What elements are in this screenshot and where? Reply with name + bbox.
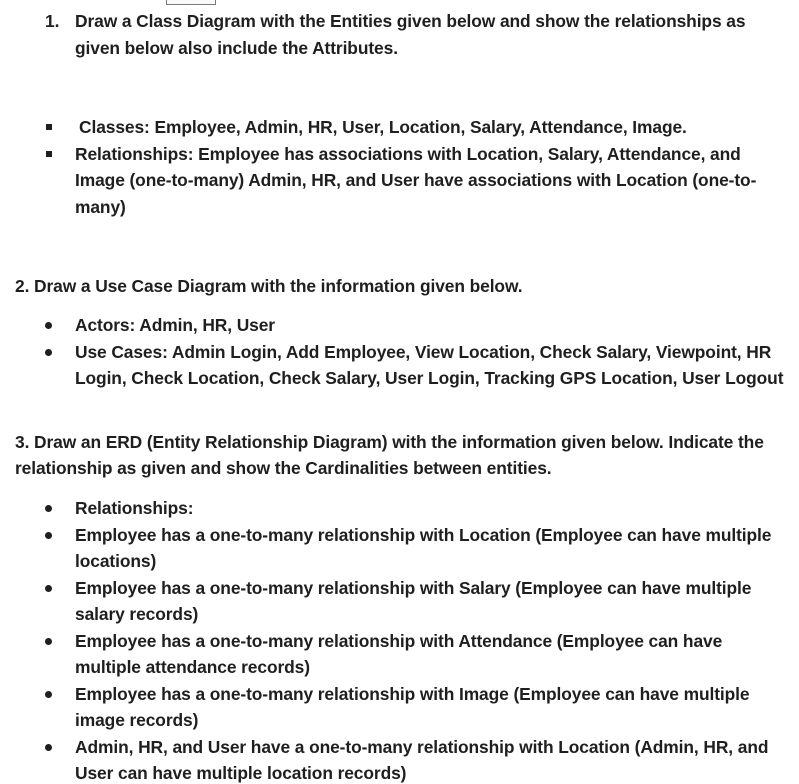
q3-bullet-salary-line-1: Employee has a one-to-many relationship with Salary (Employee can have multiple — [75, 578, 752, 598]
bullet-dot-icon — [45, 691, 52, 698]
bullet-dot-icon — [45, 505, 52, 512]
q2-bullet-use-cases-line-2: Login, Check Location, Check Salary, User Login, Tracking GPS Location, User Logout — [75, 368, 784, 388]
q1-number: 1. — [45, 11, 60, 31]
bullet-dot-icon — [45, 322, 52, 329]
q3-bullet-image-line-2: image records) — [75, 710, 199, 730]
q3-bullet-attendance-line-2: multiple attendance records) — [75, 657, 310, 677]
q1-heading-line-1: Draw a Class Diagram with the Entities given below and show the relationships as — [75, 11, 746, 31]
square-bullet-icon — [46, 124, 52, 130]
q3-bullet-location-line-2: locations) — [75, 551, 157, 571]
q3-bullet-salary-line-2: salary records) — [75, 604, 199, 624]
q3-bullet-attendance-line-1: Employee has a one-to-many relationship with Attendance (Employee can have — [75, 631, 723, 651]
q2-bullet-actors: Actors: Admin, HR, User — [75, 315, 275, 335]
square-bullet-icon — [46, 151, 52, 157]
q1-bullet-relationships-line-3: many) — [75, 197, 126, 217]
q1-bullet-relationships-line-1: Relationships: Employee has associations with Location, Salary, Attendance, and — [75, 144, 741, 164]
selection-handle — [166, 0, 216, 5]
q1-bullet-classes: Classes: Employee, Admin, HR, User, Location, Salary, Attendance, Image. — [79, 117, 687, 137]
q3-bullet-admin-line-1: Admin, HR, and User have a one-to-many relationship with Location (Admin, HR, and — [75, 737, 769, 757]
q3-bullet-relationships: Relationships: — [75, 498, 194, 518]
q3-bullet-location-line-1: Employee has a one-to-many relationship with Location (Employee can have multiple — [75, 525, 772, 545]
q2-heading: 2. Draw a Use Case Diagram with the information given below. — [15, 276, 523, 296]
bullet-dot-icon — [45, 532, 52, 539]
q3-bullet-admin-line-2: User can have multiple location records) — [75, 763, 407, 783]
q1-bullet-relationships-line-2: Image (one-to-many) Admin, HR, and User have associations with Location (one-to- — [75, 170, 757, 190]
bullet-dot-icon — [45, 349, 52, 356]
bullet-dot-icon — [45, 585, 52, 592]
q1-heading-line-2: given below also include the Attributes. — [75, 38, 398, 58]
bullet-dot-icon — [45, 638, 52, 645]
q2-bullet-use-cases-line-1: Use Cases: Admin Login, Add Employee, View Location, Check Salary, Viewpoint, HR — [75, 342, 772, 362]
q3-heading-line-2: relationship as given and show the Cardinalities between entities. — [15, 458, 552, 478]
q3-bullet-image-line-1: Employee has a one-to-many relationship with Image (Employee can have multiple — [75, 684, 750, 704]
q3-heading-line-1: 3. Draw an ERD (Entity Relationship Diagram) with the information given below. Indicate the — [15, 432, 764, 452]
bullet-dot-icon — [45, 744, 52, 751]
